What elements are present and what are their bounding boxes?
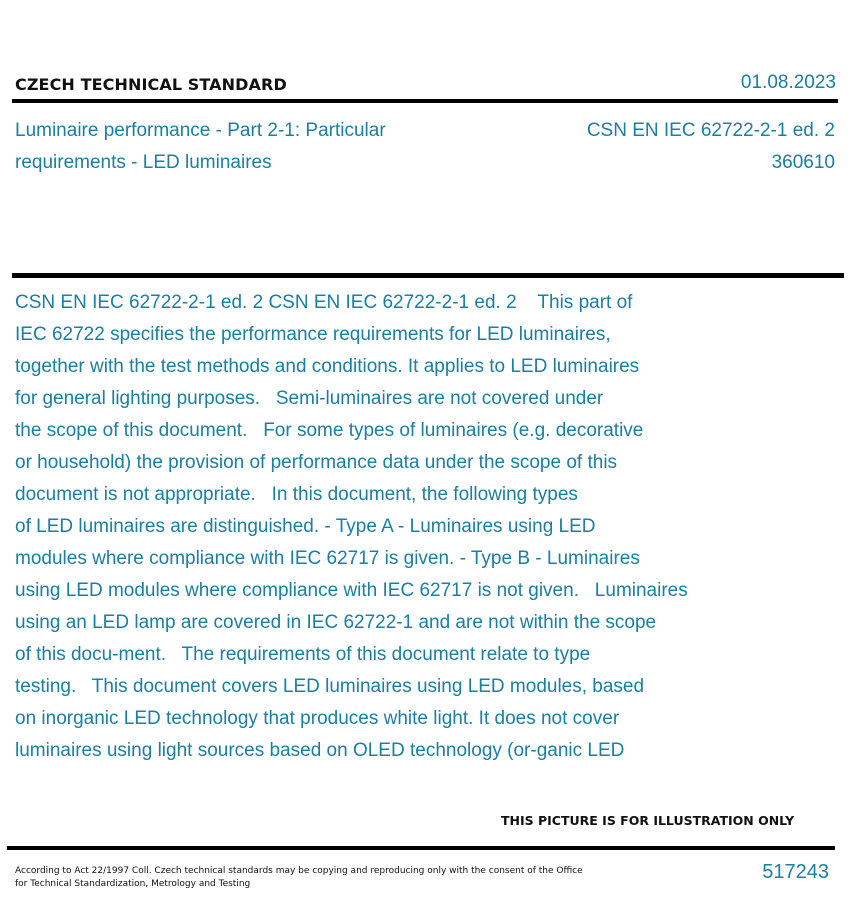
document-number: 517243 — [762, 861, 829, 883]
standard-title — [15, 115, 485, 179]
abstract-line: or household) the provision of performance data under the scope of this — [15, 452, 618, 473]
abstract-line: the scope of this document. For some types of luminaires (e.g. decorative — [15, 420, 644, 441]
abstract-line: testing. This document covers LED luminaires using LED modules, based — [15, 676, 645, 697]
abstract-line: of LED luminaires are distinguished. - Type A - Luminaires using LED — [15, 516, 596, 537]
standard-identifier — [505, 115, 835, 179]
title-divider — [12, 273, 844, 278]
abstract-line: modules where compliance with IEC 62717 is given. - Type B - Luminaires — [15, 548, 640, 569]
abstract-line: together with the test methods and conditions. It applies to LED luminaires — [15, 356, 640, 377]
standard-abstract — [15, 287, 780, 767]
standard-title-line: Luminaire performance - Part 2-1: Particular — [15, 120, 386, 141]
copyright-notice — [15, 865, 585, 891]
abstract-line: CSN EN IEC 62722-2-1 ed. 2 CSN EN IEC 62722-2-1 ed. 2 This part of — [15, 292, 633, 313]
abstract-line: luminaires using light sources based on OLED technology (or-ganic LED — [15, 740, 625, 761]
header-divider — [12, 99, 838, 103]
copyright-notice-line: for Technical Standardization, Metrology and Testing — [15, 879, 251, 889]
standard-type-label: CZECH TECHNICAL STANDARD — [15, 75, 287, 94]
standard-number: CSN EN IEC 62722-2-1 ed. 2 — [586, 120, 835, 141]
copyright-notice-line: According to Act 22/1997 Coll. Czech technical standards may be copying and reproducing only with the consent of the Office — [15, 866, 583, 876]
publication-date: 01.08.2023 — [740, 72, 836, 93]
abstract-line: using an LED lamp are covered in IEC 62722-1 and are not within the scope — [15, 612, 657, 633]
abstract-line: of this docu-ment. The requirements of this document relate to type — [15, 644, 591, 665]
abstract-line: using LED modules where compliance with IEC 62717 is not given. Luminaires — [15, 580, 688, 601]
illustration-disclaimer: THIS PICTURE IS FOR ILLUSTRATION ONLY — [501, 813, 795, 828]
standard-title-line: requirements - LED luminaires — [15, 152, 272, 173]
abstract-line: on inorganic LED technology that produces white light. It does not cover — [15, 708, 620, 729]
abstract-line: document is not appropriate. In this document, the following types — [15, 484, 578, 505]
abstract-line: for general lighting purposes. Semi-luminaires are not covered under — [15, 388, 604, 409]
abstract-line: IEC 62722 specifies the performance requirements for LED luminaires, — [15, 324, 611, 345]
classification-code: 360610 — [771, 152, 835, 173]
footer-divider — [7, 846, 835, 850]
